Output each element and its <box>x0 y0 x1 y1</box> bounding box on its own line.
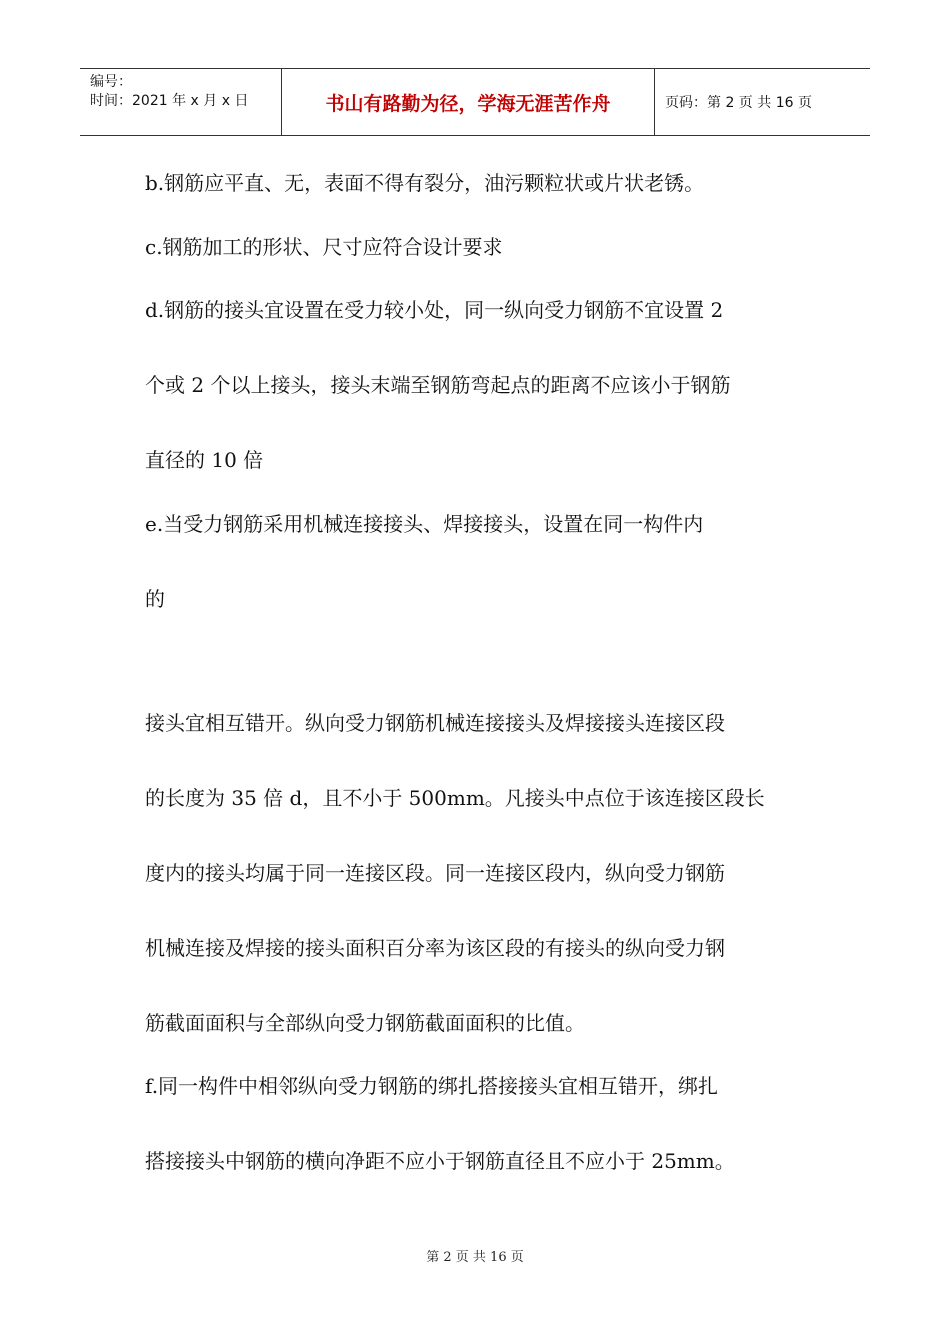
document-number-label: 编号： <box>90 74 132 90</box>
page-header <box>80 68 870 136</box>
page-footer: 第 2 页 共 16 页 <box>426 1250 524 1265</box>
header-motto: 书山有路勤为径，学海无涯苦作舟 <box>325 92 611 115</box>
document-date: 时间：2021 年 x 月 x 日 <box>90 93 249 109</box>
body-line: b.钢筋应平直、无，表面不得有裂分，油污颗粒状或片状老锈。 <box>145 171 705 195</box>
body-line: 度内的接头均属于同一连接区段。同一连接区段内，纵向受力钢筋 <box>145 861 725 885</box>
body-line: 筋截面面积与全部纵向受力钢筋截面面积的比值。 <box>145 1011 585 1035</box>
body-line: 的 <box>145 587 165 611</box>
body-line: 的长度为 35 倍 d，且不小于 500mm。凡接头中点位于该连接区段长 <box>145 786 765 810</box>
body-line: 直径的 10 倍 <box>145 448 264 472</box>
body-line: 接头宜相互错开。纵向受力钢筋机械连接接头及焊接接头连接区段 <box>145 711 725 735</box>
body-line: d.钢筋的接头宜设置在受力较小处，同一纵向受力钢筋不宜设置 2 <box>145 298 724 322</box>
header-meta <box>90 73 248 111</box>
body-line: 搭接接头中钢筋的横向净距不应小于钢筋直径且不应小于 25mm。 <box>145 1149 735 1173</box>
body-line: 个或 2 个以上接头，接头末端至钢筋弯起点的距离不应该小于钢筋 <box>145 373 731 397</box>
body-line: c.钢筋加工的形状、尺寸应符合设计要求 <box>145 235 503 259</box>
body-line: f.同一构件中相邻纵向受力钢筋的绑扎搭接接头宜相互错开，绑扎 <box>145 1074 719 1098</box>
header-page-info: 页码：第 2 页 共 16 页 <box>665 95 812 111</box>
body-line: e.当受力钢筋采用机械连接接头、焊接接头，设置在同一构件内 <box>145 512 704 536</box>
header-divider <box>654 69 655 135</box>
body-line: 机械连接及焊接的接头面积百分率为该区段的有接头的纵向受力钢 <box>145 936 725 960</box>
